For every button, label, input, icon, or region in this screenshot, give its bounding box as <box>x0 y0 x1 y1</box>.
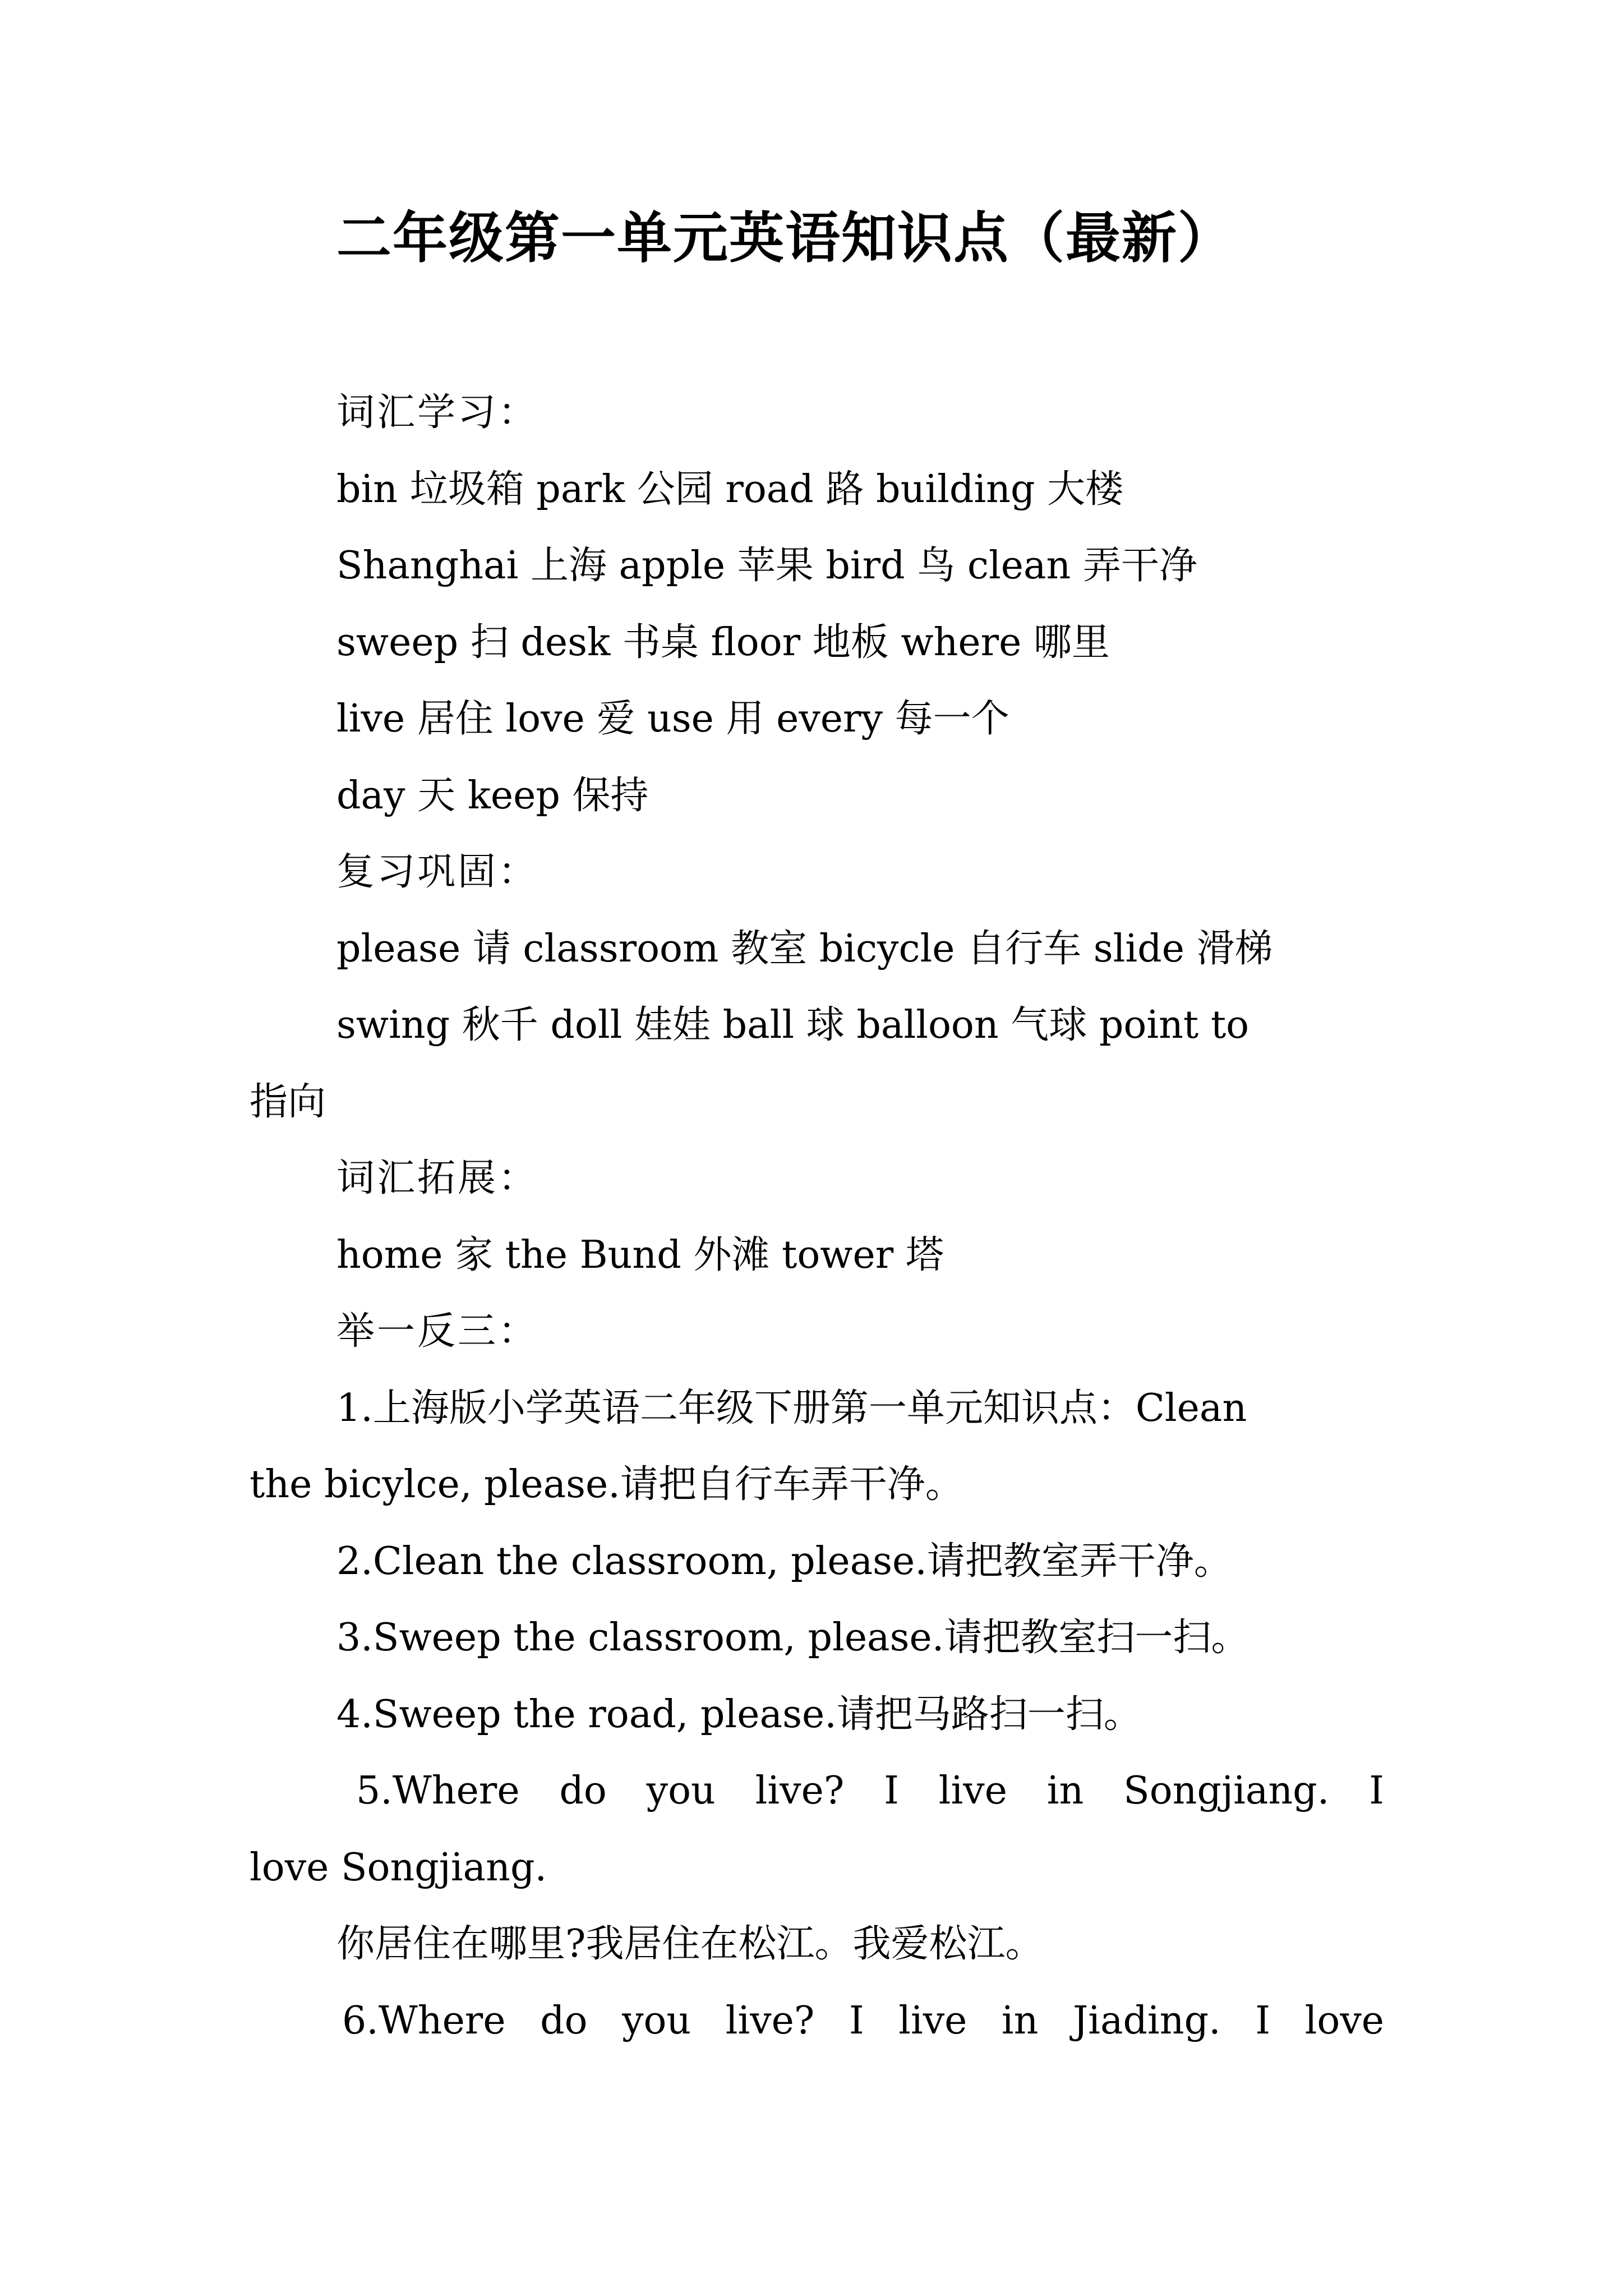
document-body <box>0 375 1623 2059</box>
document-title: 二年级第一单元英语知识点（最新） <box>336 206 1234 270</box>
example-line-text: 6.Where do you live? I live in Jiading. I love <box>342 1998 1384 2043</box>
example-translation: 你居住在哪里?我居住在松江。我爱松江。 <box>336 1922 1044 1966</box>
review-line: please 请 classroom 教室 bicycle 自行车 slide 滑梯 <box>336 926 1273 971</box>
example-line: 4.Sweep the road, please.请把马路扫一扫。 <box>336 1692 1142 1737</box>
vocab-line: bin 垃圾箱 park 公园 road 路 building 大楼 <box>336 467 1124 512</box>
example-line-wrap: the bicylce, please.请把自行车弄干净。 <box>250 1462 963 1507</box>
vocab-line: sweep 扫 desk 书桌 floor 地板 where 哪里 <box>336 620 1110 665</box>
section-heading-review: 复习巩固： <box>336 850 539 894</box>
vocab-line: Shanghai 上海 apple 苹果 bird 鸟 clean 弄干净 <box>336 544 1197 588</box>
extend-line: home 家 the Bund 外滩 tower 塔 <box>336 1232 944 1277</box>
review-line: swing 秋千 doll 娃娃 ball 球 balloon 气球 point to <box>336 1003 1249 1047</box>
example-line-text: 5.Where do you live? I live in Songjiang. I <box>356 1769 1384 1813</box>
section-heading-extend: 词汇拓展： <box>336 1156 539 1200</box>
section-heading-vocab: 词汇学习： <box>336 390 539 435</box>
example-line: 1.上海版小学英语二年级下册第一单元知识点：Clean <box>336 1386 1247 1430</box>
example-line-wrap: love Songjiang. <box>250 1845 547 1890</box>
review-line-wrap: 指向 <box>250 1079 326 1124</box>
vocab-line: day 天 keep 保持 <box>336 773 649 818</box>
section-heading-examples: 举一反三： <box>336 1309 539 1354</box>
example-line <box>0 1983 1623 2060</box>
example-line: 3.Sweep the classroom, please.请把教室扫一扫。 <box>336 1616 1249 1660</box>
example-line <box>0 1753 1623 1830</box>
vocab-line: live 居住 love 爱 use 用 every 每一个 <box>336 697 1009 741</box>
example-line: 2.Clean the classroom, please.请把教室弄干净。 <box>336 1539 1232 1584</box>
